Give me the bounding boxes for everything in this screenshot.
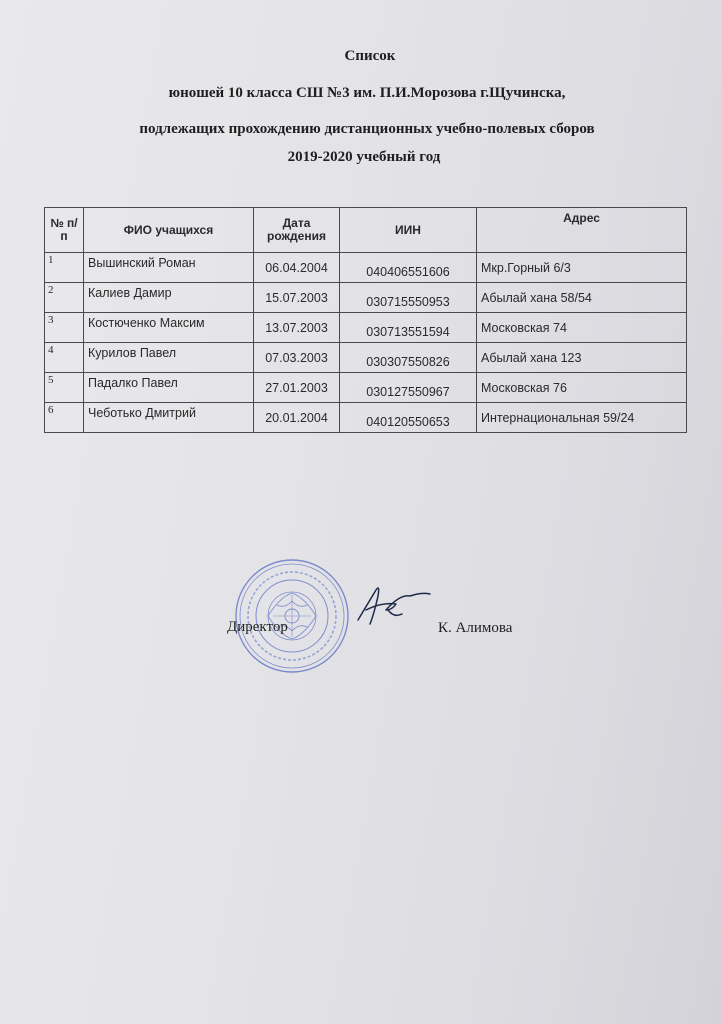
- official-seal-stamp: [233, 557, 351, 675]
- row-number: 5: [45, 373, 84, 403]
- document-school-year: 2019-2020 учебный год: [287, 149, 441, 165]
- row-number: 1: [45, 253, 84, 283]
- header-address: Адрес: [477, 208, 687, 253]
- row-number: 3: [45, 313, 84, 343]
- iin-value: 040406551606: [340, 253, 477, 283]
- students-table: [44, 207, 687, 433]
- table-row: [45, 403, 687, 433]
- signatory-name: К. Алимова: [438, 620, 513, 636]
- header-iin: ИИН: [340, 208, 477, 253]
- table-row: [45, 313, 687, 343]
- row-number: 4: [45, 343, 84, 373]
- document-subtitle-purpose: подлежащих прохождению дистанционных учебно-полевых сборов: [139, 121, 595, 137]
- address: Московская 76: [477, 373, 687, 403]
- table-row: [45, 373, 687, 403]
- address: Абылай хана 123: [477, 343, 687, 373]
- iin-value: 030713551594: [340, 313, 477, 343]
- iin-value: 030715550953: [340, 283, 477, 313]
- birth-date: 15.07.2003: [254, 283, 340, 313]
- iin-value: 040120550653: [340, 403, 477, 433]
- iin-value: 030307550826: [340, 343, 477, 373]
- table-row: [45, 253, 687, 283]
- student-name: Костюченко Максим: [84, 313, 254, 343]
- address: Интернациональная 59/24: [477, 403, 687, 433]
- document-title: Список: [344, 48, 396, 64]
- student-name: Калиев Дамир: [84, 283, 254, 313]
- birth-date: 07.03.2003: [254, 343, 340, 373]
- student-name: Чеботько Дмитрий: [84, 403, 254, 433]
- table-row: [45, 343, 687, 373]
- student-name: Вышинский Роман: [84, 253, 254, 283]
- signatory-role: Директор: [227, 619, 288, 635]
- handwritten-signature: [352, 580, 432, 630]
- table-header-row: [45, 208, 687, 253]
- iin-value: 030127550967: [340, 373, 477, 403]
- header-dob: Дата рождения: [254, 208, 340, 253]
- birth-date: 06.04.2004: [254, 253, 340, 283]
- birth-date: 13.07.2003: [254, 313, 340, 343]
- address: Московская 74: [477, 313, 687, 343]
- student-name: Падалко Павел: [84, 373, 254, 403]
- address: Абылай хана 58/54: [477, 283, 687, 313]
- birth-date: 27.01.2003: [254, 373, 340, 403]
- row-number: 6: [45, 403, 84, 433]
- document-subtitle-class: юношей 10 класса СШ №3 им. П.И.Морозова г.Щучинска,: [168, 85, 566, 101]
- student-name: Курилов Павел: [84, 343, 254, 373]
- address: Мкр.Горный 6/3: [477, 253, 687, 283]
- birth-date: 20.01.2004: [254, 403, 340, 433]
- table-row: [45, 283, 687, 313]
- row-number: 2: [45, 283, 84, 313]
- header-fio: ФИО учащихся: [84, 208, 254, 253]
- header-num: № п/п: [45, 208, 84, 253]
